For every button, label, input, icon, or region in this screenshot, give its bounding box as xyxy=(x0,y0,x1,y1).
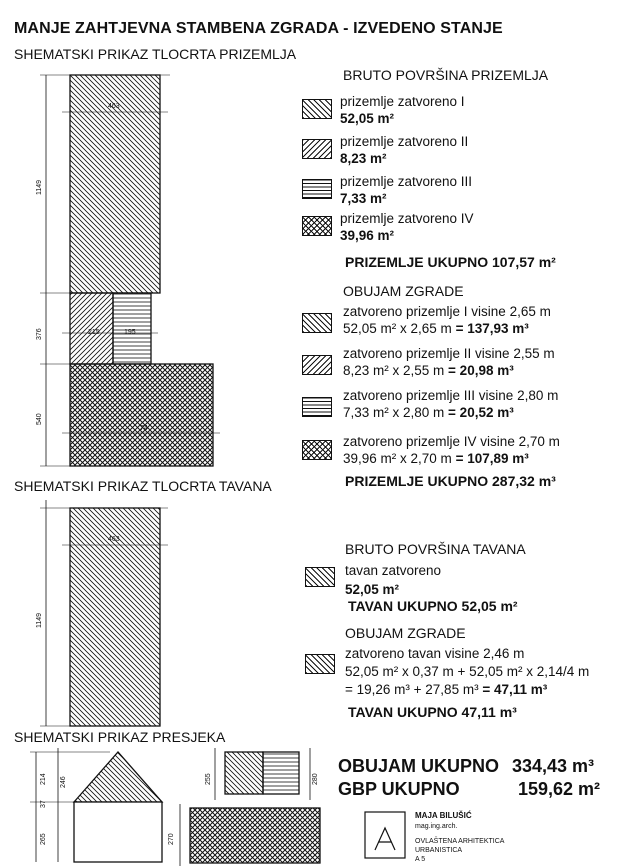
dim-section-a: 214 xyxy=(40,773,47,785)
swatch-zone-i xyxy=(302,99,332,119)
volume-calc-text-i: 52,05 m² x 2,65 m xyxy=(343,321,456,336)
area-label-ii: prizemlje zatvoreno II xyxy=(340,134,469,149)
volume-item-ii xyxy=(343,345,555,379)
gbp-total-label: GBP UKUPNO xyxy=(338,779,460,799)
swatch-zone-iv xyxy=(302,216,332,236)
stamp-line2: URBANISTICA xyxy=(415,847,463,854)
ground-volume-total: PRIZEMLJE UKUPNO 287,32 m³ xyxy=(345,473,556,489)
volume-result-iii: = 20,52 m³ xyxy=(448,405,514,420)
attic-area-heading: BRUTO POVRŠINA TAVANA xyxy=(345,541,526,557)
volume-calc-text-iv: 39,96 m² x 2,70 m xyxy=(343,451,456,466)
area-value-i: 52,05 m² xyxy=(340,111,395,126)
dim-attic-total: 1149 xyxy=(36,612,43,628)
volume-label-i: zatvoreno prizemlje I visine 2,65 m xyxy=(343,304,551,319)
ground-plan xyxy=(40,75,220,466)
dim-ground-mid: 376 xyxy=(36,328,43,340)
ground-volume-heading: OBUJAM ZGRADE xyxy=(343,283,464,299)
dim-section-f: 280 xyxy=(312,773,319,785)
swatch-zone-ii xyxy=(302,139,332,159)
stamp-line3: A 5 xyxy=(415,856,426,863)
area-item-iv xyxy=(340,210,474,244)
volume-calc-iii xyxy=(343,404,558,421)
swatch-zone-iii xyxy=(302,179,332,199)
volume-calc-text-iii: 7,33 m² x 2,80 m xyxy=(343,405,449,420)
volume-result-ii: = 20,98 m³ xyxy=(448,363,514,378)
swatch-vol-iv xyxy=(302,440,332,460)
area-item-i xyxy=(340,93,465,127)
ground-heading: SHEMATSKI PRIKAZ TLOCRTA PRIZEMLJA xyxy=(14,46,297,62)
swatch-attic-vol xyxy=(305,654,335,674)
area-value-ii: 8,23 m² xyxy=(340,151,387,166)
dim-section-g: 270 xyxy=(168,833,175,845)
attic-volume-label: zatvoreno tavan visine 2,46 m xyxy=(345,646,525,661)
attic-volume-result: = 47,11 m³ xyxy=(482,682,548,697)
swatch-attic xyxy=(305,567,335,587)
dim-ground-low: 540 xyxy=(36,413,43,425)
area-label-iii: prizemlje zatvoreno III xyxy=(340,174,473,189)
swatch-vol-ii xyxy=(302,355,332,375)
dim-section-d: 265 xyxy=(40,833,47,845)
volume-label-iv: zatvoreno prizemlje IV visine 2,70 m xyxy=(343,434,560,449)
area-label-i: prizemlje zatvoreno I xyxy=(340,94,465,109)
dim-attic-w: 463 xyxy=(108,536,120,543)
stamp-title: mag.ing.arch. xyxy=(415,823,458,830)
ground-area-heading: BRUTO POVRŠINA PRIZEMLJA xyxy=(343,67,549,83)
attic-heading: SHEMATSKI PRIKAZ TLOCRTA TAVANA xyxy=(14,478,272,494)
area-item-ii xyxy=(340,133,468,167)
dim-ground-w2: 215 xyxy=(88,329,100,336)
volume-label-ii: zatvoreno prizemlje II visine 2,55 m xyxy=(343,346,555,361)
attic-area-label: tavan zatvoreno xyxy=(345,563,442,578)
volume-calc-ii xyxy=(343,362,555,379)
stamp-line1: OVLAŠTENA ARHITEKTICA xyxy=(415,838,505,845)
volume-item-i xyxy=(343,303,551,337)
gbp-total-value: 159,62 m² xyxy=(518,779,601,799)
volume-result-i: = 137,93 m³ xyxy=(455,321,529,336)
volume-calc-text-ii: 8,23 m² x 2,55 m xyxy=(343,363,449,378)
area-item-iii xyxy=(340,173,472,207)
volume-label-iii: zatvoreno prizemlje III visine 2,80 m xyxy=(343,388,559,403)
stamp-frame xyxy=(365,812,405,858)
ground-area-total: PRIZEMLJE UKUPNO 107,57 m² xyxy=(345,254,556,270)
obujam-total-label: OBUJAM UKUPNO xyxy=(338,756,500,776)
page-title: MANJE ZAHTJEVNA STAMBENA ZGRADA - IZVEDENO STANJE xyxy=(14,20,503,37)
area-label-iv: prizemlje zatvoreno IV xyxy=(340,211,474,226)
area-value-iii: 7,33 m² xyxy=(340,191,387,206)
attic-volume-heading: OBUJAM ZGRADE xyxy=(345,625,466,641)
attic-volume-calc2: = 19,26 m³ + 27,85 m³ xyxy=(345,682,483,697)
attic-volume-total: TAVAN UKUPNO 47,11 m³ xyxy=(348,704,517,720)
zone-iv xyxy=(70,364,213,466)
dim-ground-w4: 74 xyxy=(140,425,148,432)
attic-area-total: TAVAN UKUPNO 52,05 m² xyxy=(348,598,518,614)
attic-volume-calc2-row xyxy=(345,681,547,698)
dim-section-b: 246 xyxy=(60,776,67,788)
dim-section-c: 37 xyxy=(40,800,47,808)
dim-ground-total: 1149 xyxy=(36,179,43,195)
stamp-name: MAJA BILUŠIĆ xyxy=(415,811,472,820)
obujam-total-value: 334,43 m³ xyxy=(512,756,595,776)
section-drawing xyxy=(30,748,320,866)
attic-volume-calc1: 52,05 m² x 0,37 m + 52,05 m² x 2,14/4 m xyxy=(345,664,590,679)
volume-item-iii xyxy=(343,387,558,421)
section-heading: SHEMATSKI PRIKAZ PRESJEKA xyxy=(14,729,226,745)
dim-ground-w1: 463 xyxy=(108,103,120,110)
dim-section-e: 255 xyxy=(205,773,212,785)
volume-calc-i xyxy=(343,320,551,337)
dim-ground-w3: 195 xyxy=(124,329,136,336)
volume-calc-iv xyxy=(343,450,560,467)
attic-plan xyxy=(40,500,168,726)
swatch-vol-i xyxy=(302,313,332,333)
volume-item-iv xyxy=(343,433,560,467)
attic-area-value: 52,05 m² xyxy=(345,582,400,597)
area-value-iv: 39,96 m² xyxy=(340,228,395,243)
volume-result-iv: = 107,89 m³ xyxy=(455,451,529,466)
swatch-vol-iii xyxy=(302,397,332,417)
